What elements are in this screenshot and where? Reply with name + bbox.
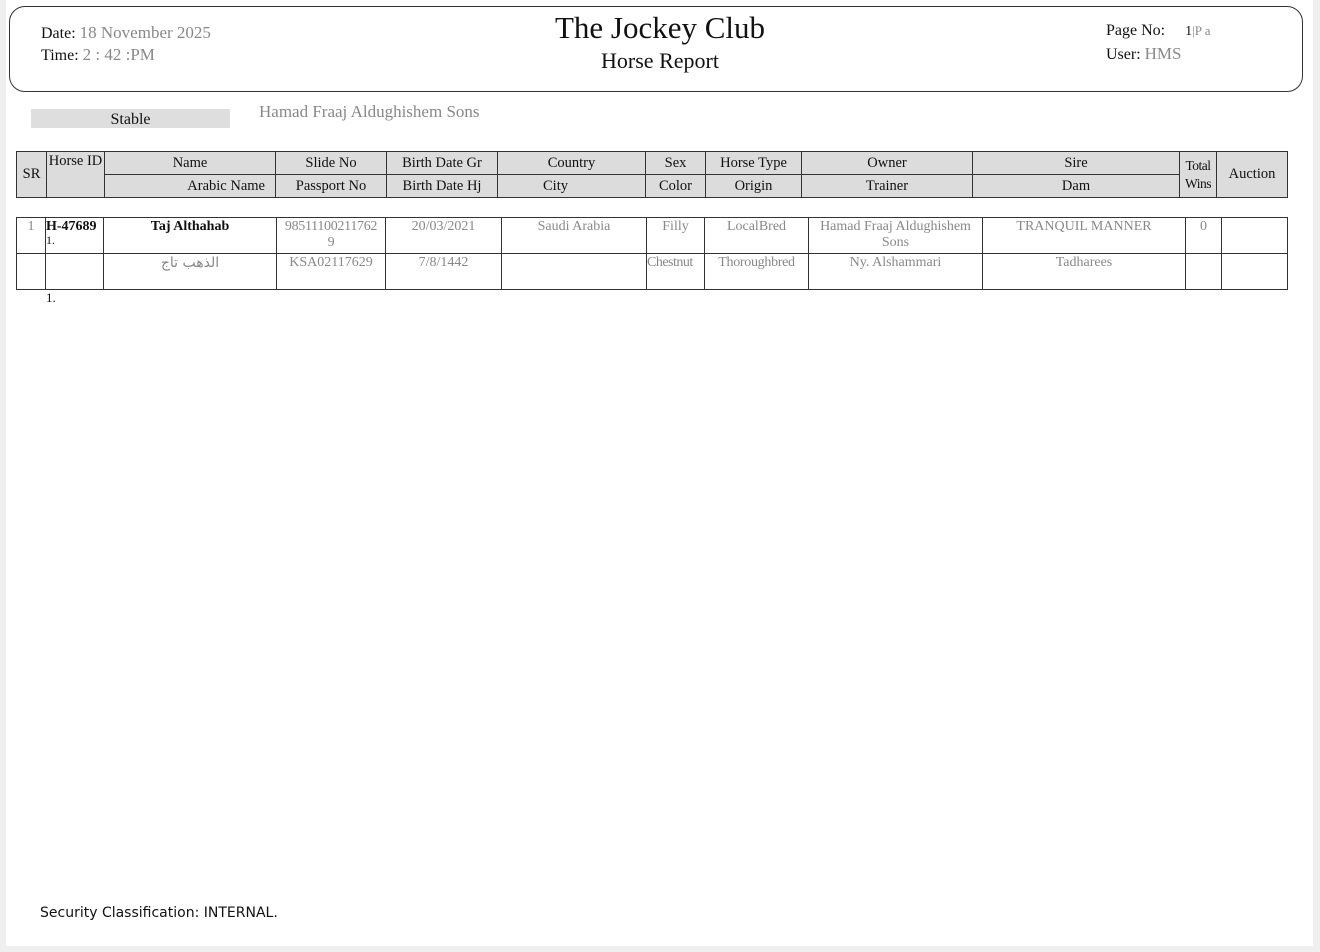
cell-auction [1222, 218, 1288, 254]
horse-id-suffix: 1. [46, 233, 55, 247]
cell-horse-id-empty [46, 254, 104, 290]
stable-value: Hamad Fraaj Aldughishem Sons [259, 102, 480, 121]
time-label: Time: [41, 47, 79, 64]
cell-sr-empty [17, 254, 46, 290]
cell-passport-no: KSA02117629 [277, 254, 386, 290]
cell-city [502, 254, 647, 290]
col-owner: Owner [802, 152, 973, 175]
col-total-wins: Total Wins [1180, 152, 1217, 198]
col-birth-hj: Birth Date Hj [387, 175, 498, 198]
time-value: 2 : 42 :PM [82, 45, 155, 64]
cell-horse-type: LocalBred [705, 218, 809, 254]
table-row [17, 218, 1288, 254]
col-country: Country [498, 152, 646, 175]
cell-owner: Hamad Fraaj Aldughishem Sons [809, 218, 983, 254]
col-name: Name [105, 152, 276, 175]
row-footer-number: 1. [46, 290, 56, 305]
cell-auction-empty [1222, 254, 1288, 290]
user-row [1106, 44, 1182, 64]
col-passport-no: Passport No [276, 175, 387, 198]
cell-total-wins: 0 [1186, 218, 1222, 254]
report-title: The Jockey Club [554, 10, 766, 45]
cell-name: Taj Althahab [104, 218, 277, 254]
page-no-value: 1 [1185, 24, 1193, 39]
col-sire: Sire [973, 152, 1180, 175]
cell-total-wins-empty [1186, 254, 1222, 290]
cell-horse-id [46, 218, 104, 254]
col-horse-id: Horse ID [47, 152, 105, 198]
page-no-label: Page No: [1106, 22, 1166, 39]
cell-arabic-name: الذهب تاج [104, 254, 277, 290]
col-city: City [498, 175, 646, 198]
col-slide-no: Slide No [276, 152, 387, 175]
security-classification: Security Classification: INTERNAL. [40, 905, 278, 921]
user-value: HMS [1144, 44, 1182, 63]
cell-sire: TRANQUIL MANNER [983, 218, 1186, 254]
horse-id-text: H-47689 [46, 219, 97, 234]
date-label: Date: [41, 25, 76, 42]
cell-dam: Tadharees [983, 254, 1186, 290]
col-trainer: Trainer [802, 175, 973, 198]
page-no-suffix: |P a [1192, 23, 1211, 38]
user-label: User: [1106, 46, 1141, 63]
report-page [6, 0, 1313, 946]
data-table [16, 217, 1288, 290]
table-header [16, 151, 1288, 198]
cell-sex: Filly [647, 218, 705, 254]
cell-sr: 1 [17, 218, 46, 254]
cell-country: Saudi Arabia [502, 218, 647, 254]
report-subtitle: Horse Report [601, 48, 719, 73]
cell-origin: Thoroughbred [705, 254, 809, 290]
col-color: Color [646, 175, 706, 198]
slide-no-cont: 9 [327, 235, 335, 250]
cell-birth-gr: 20/03/2021 [386, 218, 502, 254]
page-no-row [1106, 22, 1210, 40]
col-dam: Dam [973, 175, 1180, 198]
col-auction: Auction [1217, 152, 1288, 198]
col-horse-type: Horse Type [706, 152, 802, 175]
table-row [17, 254, 1288, 290]
col-sr: SR [17, 152, 47, 198]
cell-birth-hj: 7/8/1442 [386, 254, 502, 290]
col-arabic-name: Arabic Name [105, 175, 276, 198]
cell-trainer: Ny. Alshammari [809, 254, 983, 290]
col-birth-gr: Birth Date Gr [387, 152, 498, 175]
date-value: 18 November 2025 [79, 23, 211, 42]
col-origin: Origin [706, 175, 802, 198]
col-sex: Sex [646, 152, 706, 175]
cell-slide-no [277, 218, 386, 254]
slide-no-text: 98511100211762 [284, 219, 378, 234]
cell-color: Chestnut [647, 254, 705, 290]
stable-label: Stable [31, 109, 230, 128]
